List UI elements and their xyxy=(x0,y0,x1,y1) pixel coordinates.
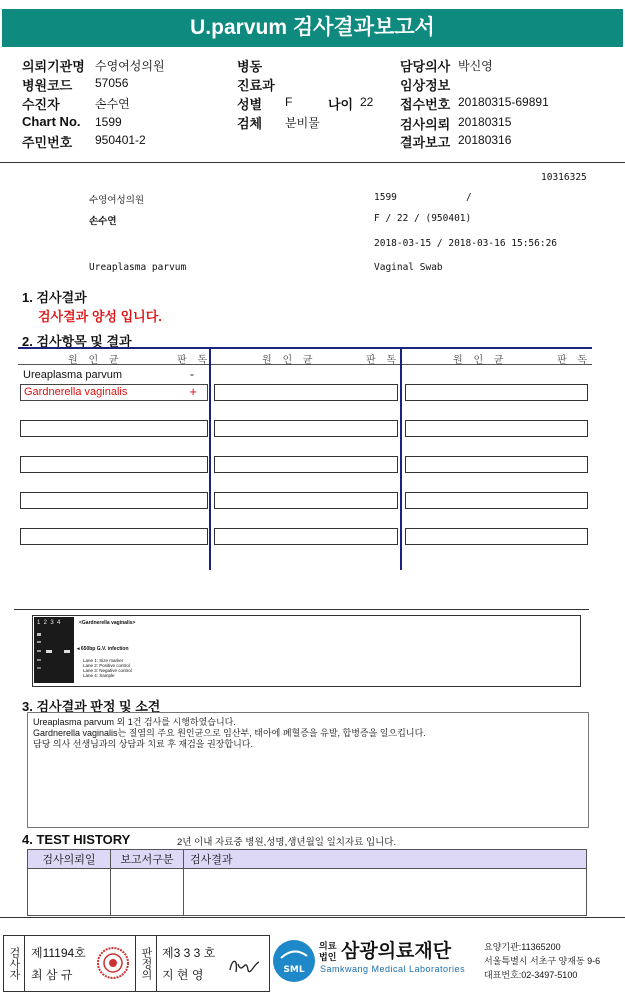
sml-logo-text: SML xyxy=(283,965,305,975)
print-number: 10316325 xyxy=(541,172,587,183)
gel-band xyxy=(37,641,41,643)
empty-cell xyxy=(405,420,588,437)
print-slash: / xyxy=(466,192,472,203)
gel-band xyxy=(37,633,41,636)
print-chart: 1599 xyxy=(374,192,397,203)
gel-band xyxy=(46,650,52,653)
checker-license: 제11194호 xyxy=(31,946,86,960)
patient-value: 손수연 xyxy=(95,97,130,111)
section-4-note: 2년 이내 자료중 병원,성명,생년월일 일치자료 입니다. xyxy=(177,837,397,848)
checker-name: 최 삼 규 xyxy=(31,968,73,982)
result-row-2-box xyxy=(20,384,208,401)
empty-cell xyxy=(214,528,398,545)
history-col-report-type: 보고서구분 xyxy=(111,850,184,869)
section-1-title: 1. 검사결과 xyxy=(22,290,87,305)
print-hospital: 수영여성의원 xyxy=(89,195,145,206)
empty-cell xyxy=(214,420,398,437)
empty-cell xyxy=(405,384,588,401)
judge-signature xyxy=(226,954,262,978)
hospital-label: 의뢰기관명 xyxy=(22,59,85,74)
gel-band xyxy=(64,650,70,653)
empty-cell xyxy=(20,492,208,509)
table-top-rule xyxy=(18,347,592,349)
sml-logo-icon xyxy=(271,938,317,984)
age-label: 나이 xyxy=(328,97,354,112)
col-divider-2 xyxy=(400,348,402,570)
print-dates: 2018-03-15 / 2018-03-16 15:56:26 xyxy=(374,238,558,249)
history-col-result: 검사결과 xyxy=(184,850,587,869)
footer-divider xyxy=(0,917,625,918)
empty-cell xyxy=(20,456,208,473)
gel-band xyxy=(37,650,41,652)
chart-value: 1599 xyxy=(95,115,122,129)
org-type-2: 법인 xyxy=(319,952,337,962)
col2-organism-header: 원 인 균 xyxy=(262,355,317,366)
col1-reading-header: 판 독 xyxy=(177,355,212,366)
signature-box xyxy=(3,935,270,992)
history-cell xyxy=(28,869,111,916)
judge-label: 판정의 xyxy=(135,936,157,991)
opinion-line-3: 담당 의사 선생님과의 상담과 치료 후 재검을 권장합니다. xyxy=(33,739,253,749)
empty-cell xyxy=(20,528,208,545)
gel-band xyxy=(37,667,41,669)
result-row-2-value: + xyxy=(189,384,197,399)
section-2-title: 2. 검사항목 및 결과 xyxy=(22,334,132,349)
org-type-1: 의료 xyxy=(319,941,337,951)
checker-label: 검사자 xyxy=(4,936,25,991)
sex-label: 성별 xyxy=(237,97,263,112)
gel-lane-numbers: 1 2 3 4 xyxy=(37,620,61,626)
gel-band xyxy=(37,659,41,661)
specimen-value: 분비물 xyxy=(285,116,320,130)
gel-legend xyxy=(83,658,132,678)
receipt-value: 20180315-69891 xyxy=(458,95,549,109)
age-value: 22 xyxy=(360,95,374,109)
judge-license: 제3 3 3 호 xyxy=(162,946,216,960)
empty-cell xyxy=(20,420,208,437)
org-phone: 대표번호:02-3497-5100 xyxy=(484,970,578,980)
doctor-label: 담당의사 xyxy=(400,59,451,74)
print-test-name: Ureaplasma parvum xyxy=(89,262,187,273)
req-date-value: 20180315 xyxy=(458,115,512,129)
req-date-label: 검사의뢰 xyxy=(400,117,451,132)
patient-label: 수진자 xyxy=(22,97,60,112)
org-address: 서울특별시 서초구 양재동 9-6 xyxy=(484,956,601,966)
col3-organism-header: 원 인 균 xyxy=(453,355,508,366)
result-row-2-name: Gardnerella vaginalis xyxy=(24,386,128,398)
specimen-label: 검체 xyxy=(237,116,263,131)
dept-label: 진료과 xyxy=(237,78,275,93)
opinion-line-1: Ureaplasma parvum 외 1건 검사를 시행하였습니다. xyxy=(33,717,236,727)
id-label: 주민번호 xyxy=(22,135,73,150)
opinion-line-2: Gardnerella vaginalis는 질염의 주요 원인균으로 임산부, 태아에 폐혈증을 유발, 합병증을 일으킵니다. xyxy=(33,728,426,738)
section-divider xyxy=(14,609,589,610)
history-col-request-date: 검사의뢰일 xyxy=(28,850,111,869)
code-value: 57056 xyxy=(95,76,129,90)
gel-title: <Gardnerella vaginalis> xyxy=(79,620,136,626)
report-date-label: 결과보고 xyxy=(400,135,451,150)
empty-cell xyxy=(405,492,588,509)
result-row-1-value: - xyxy=(190,367,194,381)
org-english-name: Samkwang Medical Laboratories xyxy=(320,964,466,974)
code-label: 병원코드 xyxy=(22,78,73,93)
ward-label: 병동 xyxy=(237,59,263,74)
col2-reading-header: 판 독 xyxy=(366,355,401,366)
empty-cell xyxy=(214,384,398,401)
section-3-title: 3. 검사결과 판정 및 소견 xyxy=(22,699,161,714)
section-4-title: 4. TEST HISTORY xyxy=(22,832,131,847)
chart-label: Chart No. xyxy=(22,114,81,129)
col1-organism-header: 원 인 균 xyxy=(68,355,123,366)
section-1-result: 검사결과 양성 입니다. xyxy=(38,309,162,324)
org-code: 요양기관:11365200 xyxy=(484,942,561,952)
history-cell xyxy=(111,869,184,916)
history-cell xyxy=(184,869,587,916)
col3-reading-header: 판 독 xyxy=(557,355,592,366)
empty-cell xyxy=(405,456,588,473)
empty-cell xyxy=(405,528,588,545)
receipt-label: 접수번호 xyxy=(400,97,451,112)
clinical-label: 임상정보 xyxy=(400,78,451,93)
gel-legend-4: Lane 4: Sample xyxy=(83,673,115,678)
gel-legend-3: Lane 3: Negative control xyxy=(83,668,132,673)
gel-electrophoresis-image xyxy=(34,617,74,683)
id-value: 950401-2 xyxy=(95,133,146,147)
empty-cell xyxy=(214,492,398,509)
history-table xyxy=(27,849,587,916)
gel-legend-1: Lane 1: Size marker xyxy=(83,658,124,663)
checker-seal xyxy=(96,946,130,980)
opinion-box xyxy=(27,712,589,828)
print-patient: 손수연 xyxy=(89,216,117,227)
col-divider-1 xyxy=(209,348,211,570)
doctor-value: 박신영 xyxy=(458,59,493,73)
print-specimen: Vaginal Swab xyxy=(374,262,443,273)
org-name: 삼광의료재단 xyxy=(341,941,452,962)
gel-legend-2: Lane 2: Positive control xyxy=(83,663,130,668)
gel-band-text: 650bp G.V. infection xyxy=(80,646,129,652)
empty-cell xyxy=(214,456,398,473)
report-title: U.parvum 검사결과보고서 xyxy=(2,9,623,47)
gel-image-frame xyxy=(32,615,581,687)
judge-name: 지 현 영 xyxy=(162,968,204,982)
gel-band-label: ◂ 650bp G.V. infection xyxy=(77,646,129,652)
header-divider xyxy=(0,162,625,163)
result-row-1-name: Ureaplasma parvum xyxy=(23,369,123,381)
print-sex-age: F / 22 / (950401) xyxy=(374,213,472,224)
report-date-value: 20180316 xyxy=(458,133,512,147)
org-type xyxy=(319,941,336,963)
hospital-value: 수영여성의원 xyxy=(95,59,165,73)
sex-value: F xyxy=(285,95,293,109)
